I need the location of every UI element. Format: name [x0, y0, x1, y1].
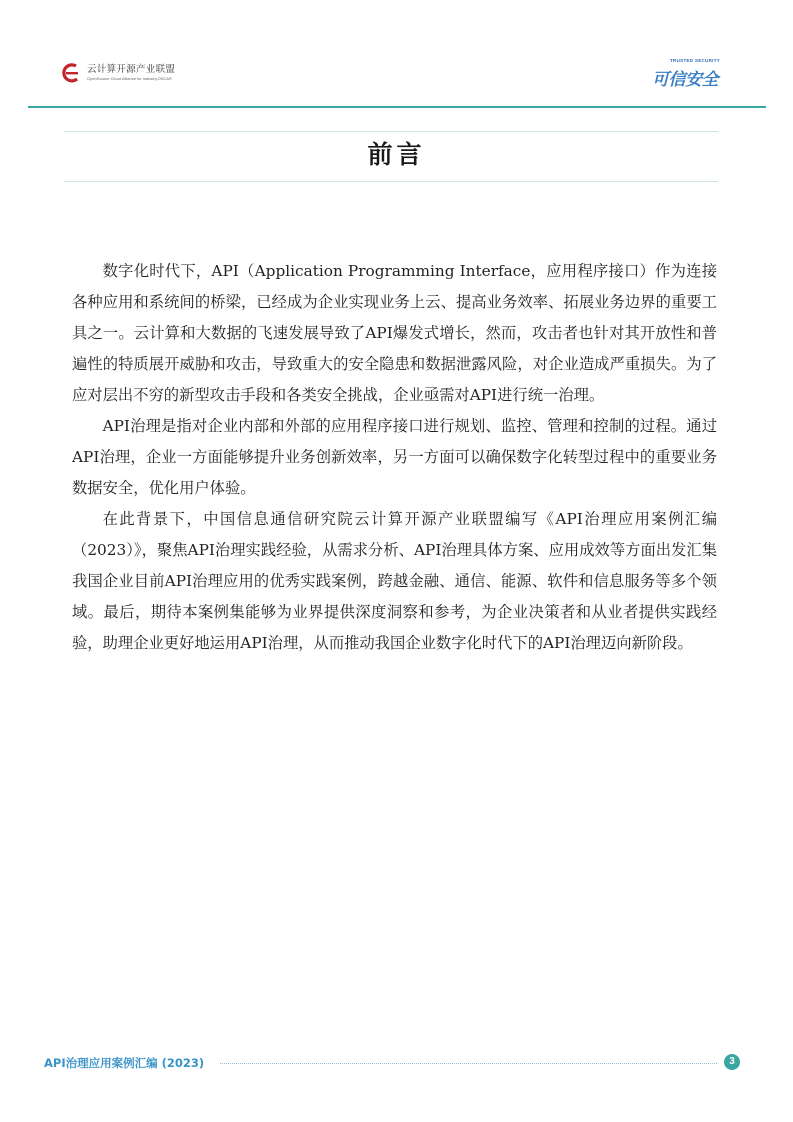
oscar-logo-icon — [60, 62, 82, 84]
org-name-en: OpenSource Cloud Alliance for industry,OSCAR — [87, 76, 172, 81]
paragraph: 在此背景下，中国信息通信研究院云计算开源产业联盟编写《API治理应用案例汇编（2023）》，聚焦API治理实践经验，从需求分析、API治理具体方案、应用成效等方面出发汇集我国企业目前API治理应用的优秀实践案例，跨越金融、通信、能源、软件和信息服务等多个领域。最后，期待本案例集能够为业界提供深度洞察和参考，为企业决策者和从业者提供实践经验，助理企业更好地运用API治理，从而推动我国企业数字化时代下的API治理迈向新阶段。 — [72, 510, 717, 652]
header-divider — [28, 106, 766, 108]
preface-body — [72, 256, 717, 659]
paragraph: API治理是指对企业内部和外部的应用程序接口进行规划、监控、管理和控制的过程。通过API治理，企业一方面能够提升业务创新效率，另一方面可以确保数字化转型过程中的重要业务数据安全，优化用户体验。 — [72, 417, 717, 497]
trusted-security-title: 可信安全 — [652, 70, 718, 90]
paragraph: 数字化时代下，API（Application Programming Interface，应用程序接口）作为连接各种应用和系统间的桥梁，已经成为企业实现业务上云、提高业务效率、拓展业务边界的重要工具之一。云计算和大数据的飞速发展导致了API爆发式增长，然而，攻击者也针对其开放性和普遍性的特质展开威胁和攻击，导致重大的安全隐患和数据泄露风险，对企业造成严重损失。为了应对层出不穷的新型攻击手段和各类安全挑战，企业亟需对API进行统一治理。 — [72, 262, 717, 404]
org-name: 云计算开源产业联盟 — [87, 64, 176, 75]
page-number-badge: 3 — [724, 1054, 740, 1070]
footer-dotted-line — [220, 1063, 717, 1064]
page-title: 前言 — [367, 140, 426, 169]
title-rule-bottom — [64, 181, 718, 182]
footer-doc-title: API治理应用案例汇编 (2023) — [44, 1056, 205, 1070]
trusted-security-label: TRUSTED SECURITY — [670, 58, 721, 63]
trusted-security-logo — [648, 58, 734, 90]
page-footer — [0, 1050, 793, 1076]
title-rule-top — [64, 131, 718, 132]
page-header — [0, 0, 793, 108]
oscar-logo — [60, 62, 175, 84]
